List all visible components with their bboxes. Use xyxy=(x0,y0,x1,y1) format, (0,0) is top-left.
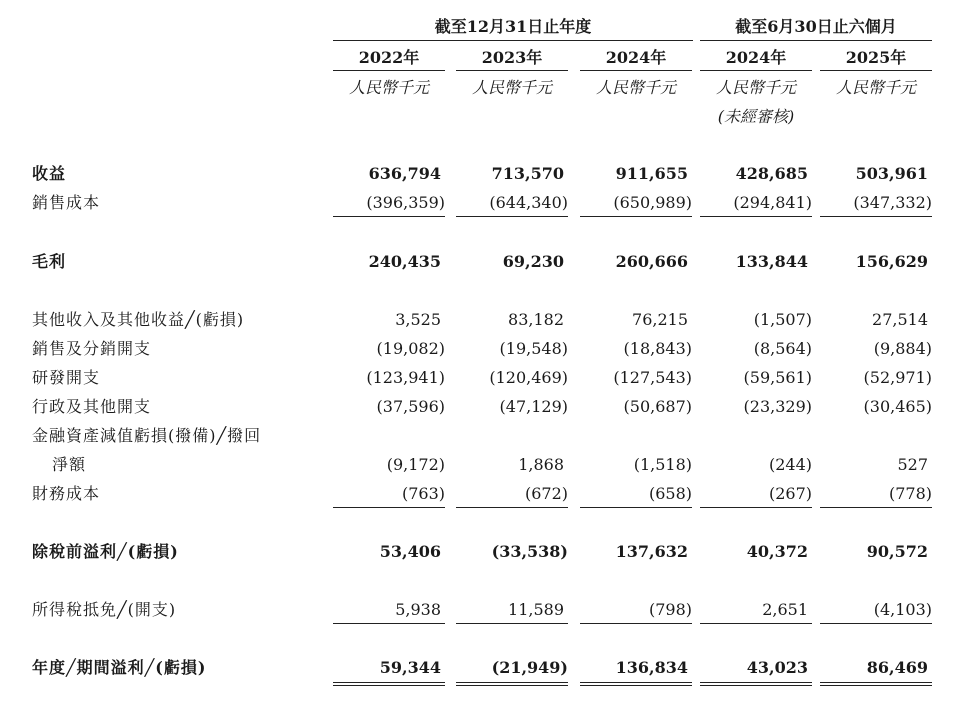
subtotal-rule xyxy=(580,507,692,508)
cell-admin-expenses: (50,687) xyxy=(623,397,692,416)
cell-revenue: 636,794 xyxy=(368,164,441,183)
cell-other-income: 27,514 xyxy=(872,310,928,329)
cell-rd-expenses: (59,561) xyxy=(743,368,812,387)
cell-finance-costs: (778) xyxy=(888,484,932,503)
cell-selling-expenses: (9,884) xyxy=(873,339,932,358)
row-label-gross-profit: 毛利 xyxy=(32,252,67,271)
header-unit: 人民幣千元 xyxy=(595,78,676,97)
header-year: 2024年 xyxy=(605,48,667,67)
cell-profit-for-period: 136,834 xyxy=(615,658,688,677)
cell-profit-for-period: 59,344 xyxy=(379,658,441,677)
cell-gross-profit: 240,435 xyxy=(368,252,441,271)
row-label-rd-expenses: 研發開支 xyxy=(32,368,101,387)
header-unit: 人民幣千元 xyxy=(348,78,429,97)
subtotal-rule xyxy=(820,623,932,624)
header-unit: 人民幣千元 xyxy=(835,78,916,97)
cell-profit-before-tax: (33,538) xyxy=(491,542,568,561)
cell-income-tax: 2,651 xyxy=(762,600,808,619)
cell-admin-expenses: (37,596) xyxy=(376,397,445,416)
cell-profit-for-period: 43,023 xyxy=(746,658,808,677)
cell-gross-profit: 133,844 xyxy=(735,252,808,271)
cell-impairment: (9,172) xyxy=(386,455,445,474)
cell-gross-profit: 260,666 xyxy=(615,252,688,271)
header-year-rule xyxy=(580,70,692,71)
cell-profit-before-tax: 53,406 xyxy=(379,542,441,561)
header-unit: 人民幣千元 xyxy=(715,78,796,97)
row-label-income-tax: 所得稅抵免╱(開支) xyxy=(32,600,177,619)
subtotal-rule xyxy=(333,216,445,217)
cell-revenue: 428,685 xyxy=(735,164,808,183)
cell-finance-costs: (763) xyxy=(401,484,445,503)
cell-finance-costs: (658) xyxy=(648,484,692,503)
header-group-rule xyxy=(700,40,932,41)
total-double-rule xyxy=(456,682,568,686)
cell-revenue: 713,570 xyxy=(491,164,564,183)
header-group-year: 截至12月31日止年度 xyxy=(434,17,592,36)
subtotal-rule xyxy=(456,623,568,624)
subtotal-rule xyxy=(333,623,445,624)
row-label-profit-before-tax: 除稅前溢利╱(虧損) xyxy=(32,542,179,561)
subtotal-rule xyxy=(456,216,568,217)
cell-cost-of-sales: (396,359) xyxy=(366,193,445,212)
cell-admin-expenses: (30,465) xyxy=(863,397,932,416)
header-year: 2023年 xyxy=(481,48,543,67)
cell-impairment: 527 xyxy=(897,455,928,474)
cell-impairment: (1,518) xyxy=(633,455,692,474)
header-year-rule xyxy=(333,70,445,71)
row-label-finance-costs: 財務成本 xyxy=(32,484,101,503)
row-label-cost-of-sales: 銷售成本 xyxy=(32,193,101,212)
cell-gross-profit: 69,230 xyxy=(502,252,564,271)
total-double-rule xyxy=(820,682,932,686)
subtotal-rule xyxy=(333,507,445,508)
cell-impairment: 1,868 xyxy=(518,455,564,474)
header-group-half: 截至6月30日止六個月 xyxy=(735,17,897,36)
cell-finance-costs: (267) xyxy=(768,484,812,503)
row-label-impairment: 金融資產減值虧損(撥備)╱撥回 xyxy=(32,426,262,445)
cell-rd-expenses: (52,971) xyxy=(863,368,932,387)
header-year: 2025年 xyxy=(845,48,907,67)
header-unit: 人民幣千元 xyxy=(471,78,552,97)
cell-impairment: (244) xyxy=(768,455,812,474)
row-label-revenue: 收益 xyxy=(32,164,67,183)
subtotal-rule xyxy=(700,507,812,508)
cell-other-income: 83,182 xyxy=(508,310,564,329)
header-group-rule xyxy=(333,40,693,41)
header-year-rule xyxy=(820,70,932,71)
row-label-profit-for-period: 年度╱期間溢利╱(虧損) xyxy=(32,658,207,677)
header-year-rule xyxy=(700,70,812,71)
total-double-rule xyxy=(580,682,692,686)
subtotal-rule xyxy=(456,507,568,508)
subtotal-rule xyxy=(700,623,812,624)
row-label-selling-expenses: 銷售及分銷開支 xyxy=(32,339,152,358)
cell-profit-for-period: 86,469 xyxy=(866,658,928,677)
subtotal-rule xyxy=(580,216,692,217)
total-double-rule xyxy=(333,682,445,686)
cell-income-tax: (4,103) xyxy=(873,600,932,619)
cell-selling-expenses: (19,548) xyxy=(499,339,568,358)
cell-cost-of-sales: (644,340) xyxy=(489,193,568,212)
cell-income-tax: (798) xyxy=(648,600,692,619)
cell-admin-expenses: (23,329) xyxy=(743,397,812,416)
cell-profit-before-tax: 137,632 xyxy=(615,542,688,561)
cell-other-income: (1,507) xyxy=(753,310,812,329)
cell-profit-for-period: (21,949) xyxy=(491,658,568,677)
row-label-other-income: 其他收入及其他收益╱(虧損) xyxy=(32,310,245,329)
cell-selling-expenses: (18,843) xyxy=(623,339,692,358)
header-unaudited-note: (未經審核) xyxy=(717,107,795,126)
header-year-rule xyxy=(456,70,568,71)
cell-other-income: 3,525 xyxy=(395,310,441,329)
row-label-impairment-net: 淨額 xyxy=(52,455,87,474)
cell-other-income: 76,215 xyxy=(632,310,688,329)
cell-profit-before-tax: 90,572 xyxy=(866,542,928,561)
subtotal-rule xyxy=(580,623,692,624)
cell-selling-expenses: (8,564) xyxy=(753,339,812,358)
cell-gross-profit: 156,629 xyxy=(855,252,928,271)
cell-cost-of-sales: (650,989) xyxy=(613,193,692,212)
cell-rd-expenses: (120,469) xyxy=(489,368,568,387)
subtotal-rule xyxy=(820,216,932,217)
cell-rd-expenses: (127,543) xyxy=(613,368,692,387)
cell-revenue: 503,961 xyxy=(855,164,928,183)
cell-revenue: 911,655 xyxy=(615,164,688,183)
subtotal-rule xyxy=(820,507,932,508)
cell-admin-expenses: (47,129) xyxy=(499,397,568,416)
cell-cost-of-sales: (294,841) xyxy=(733,193,812,212)
cell-selling-expenses: (19,082) xyxy=(376,339,445,358)
cell-income-tax: 11,589 xyxy=(508,600,564,619)
cell-cost-of-sales: (347,332) xyxy=(853,193,932,212)
cell-income-tax: 5,938 xyxy=(395,600,441,619)
total-double-rule xyxy=(700,682,812,686)
row-label-admin-expenses: 行政及其他開支 xyxy=(32,397,152,416)
cell-finance-costs: (672) xyxy=(524,484,568,503)
header-year: 2024年 xyxy=(725,48,787,67)
subtotal-rule xyxy=(700,216,812,217)
header-year: 2022年 xyxy=(358,48,420,67)
cell-rd-expenses: (123,941) xyxy=(366,368,445,387)
cell-profit-before-tax: 40,372 xyxy=(746,542,808,561)
